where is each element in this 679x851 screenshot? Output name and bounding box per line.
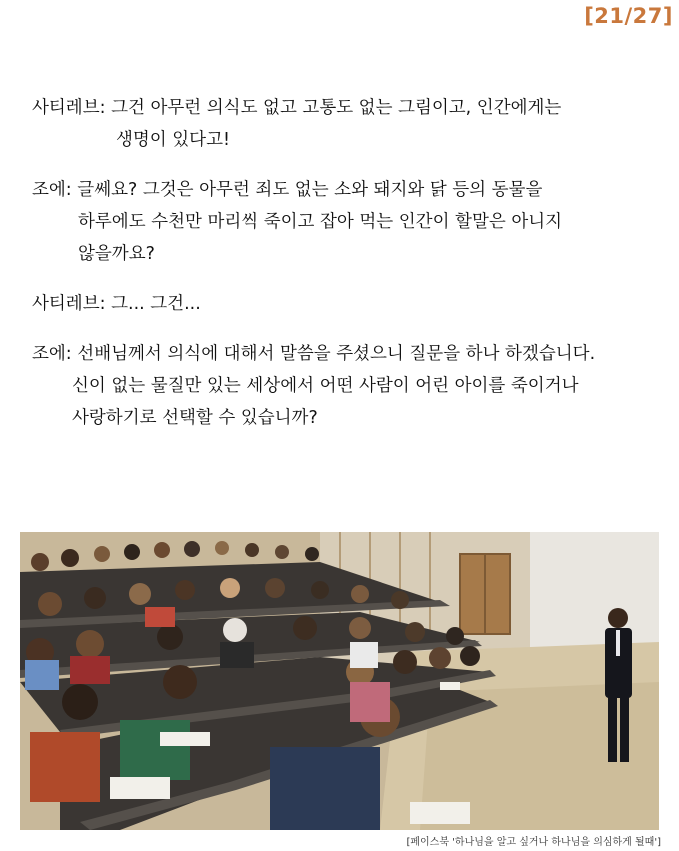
page-counter: [21/27] [584, 4, 673, 28]
dialogue-line: 생명이 있다고! [116, 130, 231, 150]
dialogue-turn [32, 92, 672, 156]
source-caption: [페이스북 '하나님을 알고 싶거나 하나님을 의심하게 될때'] [406, 837, 661, 848]
speaker-label: 조에: [32, 180, 72, 200]
dialogue-turn [32, 338, 672, 434]
speaker-label: 사티레브: [32, 98, 106, 118]
dialogue-turn [32, 288, 672, 320]
dialogue-line: 그... 그건... [111, 294, 201, 314]
dialogue-line: 선배님께서 의식에 대해서 말씀을 주셨으니 질문을 하나 하겠습니다. [77, 344, 596, 364]
dialogue-line: 그건 아무런 의식도 없고 고통도 없는 그림이고, 인간에게는 [111, 98, 562, 118]
speaker-label: 사티레브: [32, 294, 106, 314]
dialogue-line: 하루에도 수천만 마리씩 죽이고 잡아 먹는 인간이 할말은 아니지 [78, 212, 563, 232]
dialogue-line: 신이 없는 물질만 있는 세상에서 어떤 사람이 어린 아이를 죽이거나 [72, 376, 579, 396]
lecture-hall-photo [20, 532, 659, 830]
dialogue-text [32, 92, 672, 452]
dialogue-line: 않을까요? [78, 244, 155, 264]
speaker-label: 조에: [32, 344, 72, 364]
dialogue-line: 글쎄요? 그것은 아무런 죄도 없는 소와 돼지와 닭 등의 동물을 [77, 180, 543, 200]
dialogue-line: 사랑하기로 선택할 수 있습니까? [72, 408, 318, 428]
dialogue-turn [32, 174, 672, 270]
